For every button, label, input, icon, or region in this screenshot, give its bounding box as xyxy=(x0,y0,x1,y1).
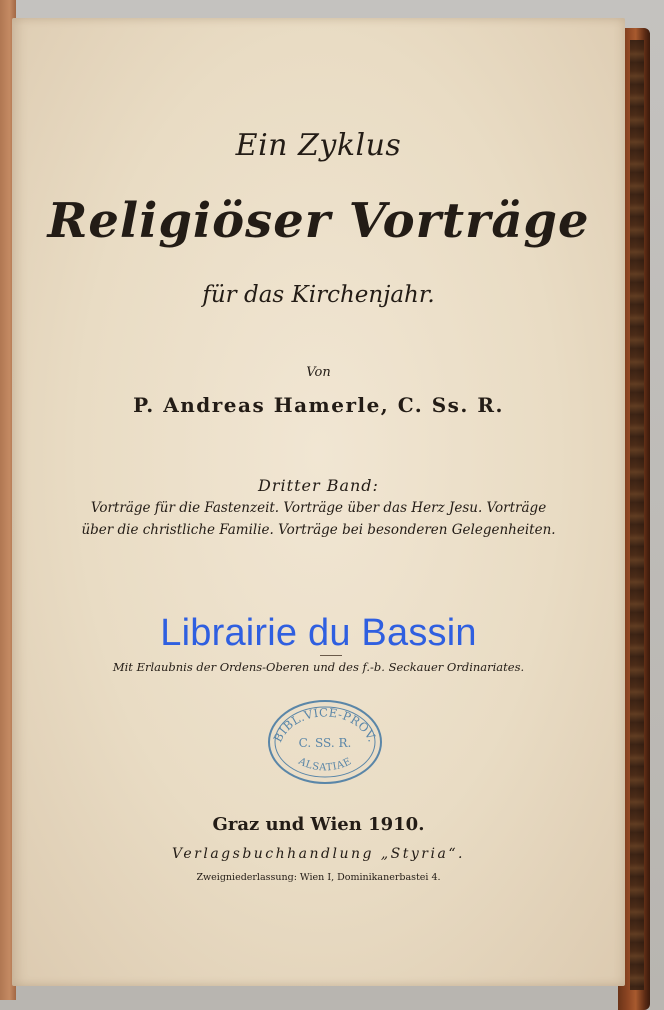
watermark: Librairie du Bassin xyxy=(160,612,477,654)
subtitle-top: Ein Zyklus xyxy=(235,128,402,163)
main-title: Religiöser Vorträge xyxy=(47,193,590,249)
by-word: Von xyxy=(306,365,331,380)
library-stamp xyxy=(266,699,384,785)
marbled-edge xyxy=(630,40,644,990)
imprimatur-note: Mit Erlaubnis der Ordens-Oberen und des f.-b. Seckauer Ordinariates. xyxy=(112,660,525,674)
volume-contents-1: Vorträge für die Fastenzeit. Vorträge über das Herz Jesu. Vorträge xyxy=(90,500,547,516)
stamp-center-text: C. SS. R. xyxy=(298,736,352,750)
branch-address: Zweigniederlassung: Wien I, Dominikanerbastei 4. xyxy=(196,872,441,883)
stamp-bottom-text: ALSATIAE xyxy=(296,756,354,774)
svg-text:ALSATIAE xyxy=(296,756,354,774)
author: P. Andreas Hamerle, C. Ss. R. xyxy=(133,393,504,417)
publisher: Verlagsbuchhandlung „Styria“. xyxy=(172,846,465,862)
title-continuation: für das Kirchenjahr. xyxy=(202,282,435,308)
divider xyxy=(320,655,342,656)
place-and-year: Graz und Wien 1910. xyxy=(212,814,425,835)
stamp-outer-text: BIBL.VICE-PROV. xyxy=(270,705,380,745)
volume-label: Dritter Band: xyxy=(258,476,379,495)
volume-contents-2: über die christliche Familie. Vorträge bei besonderen Gelegenheiten. xyxy=(81,522,556,538)
